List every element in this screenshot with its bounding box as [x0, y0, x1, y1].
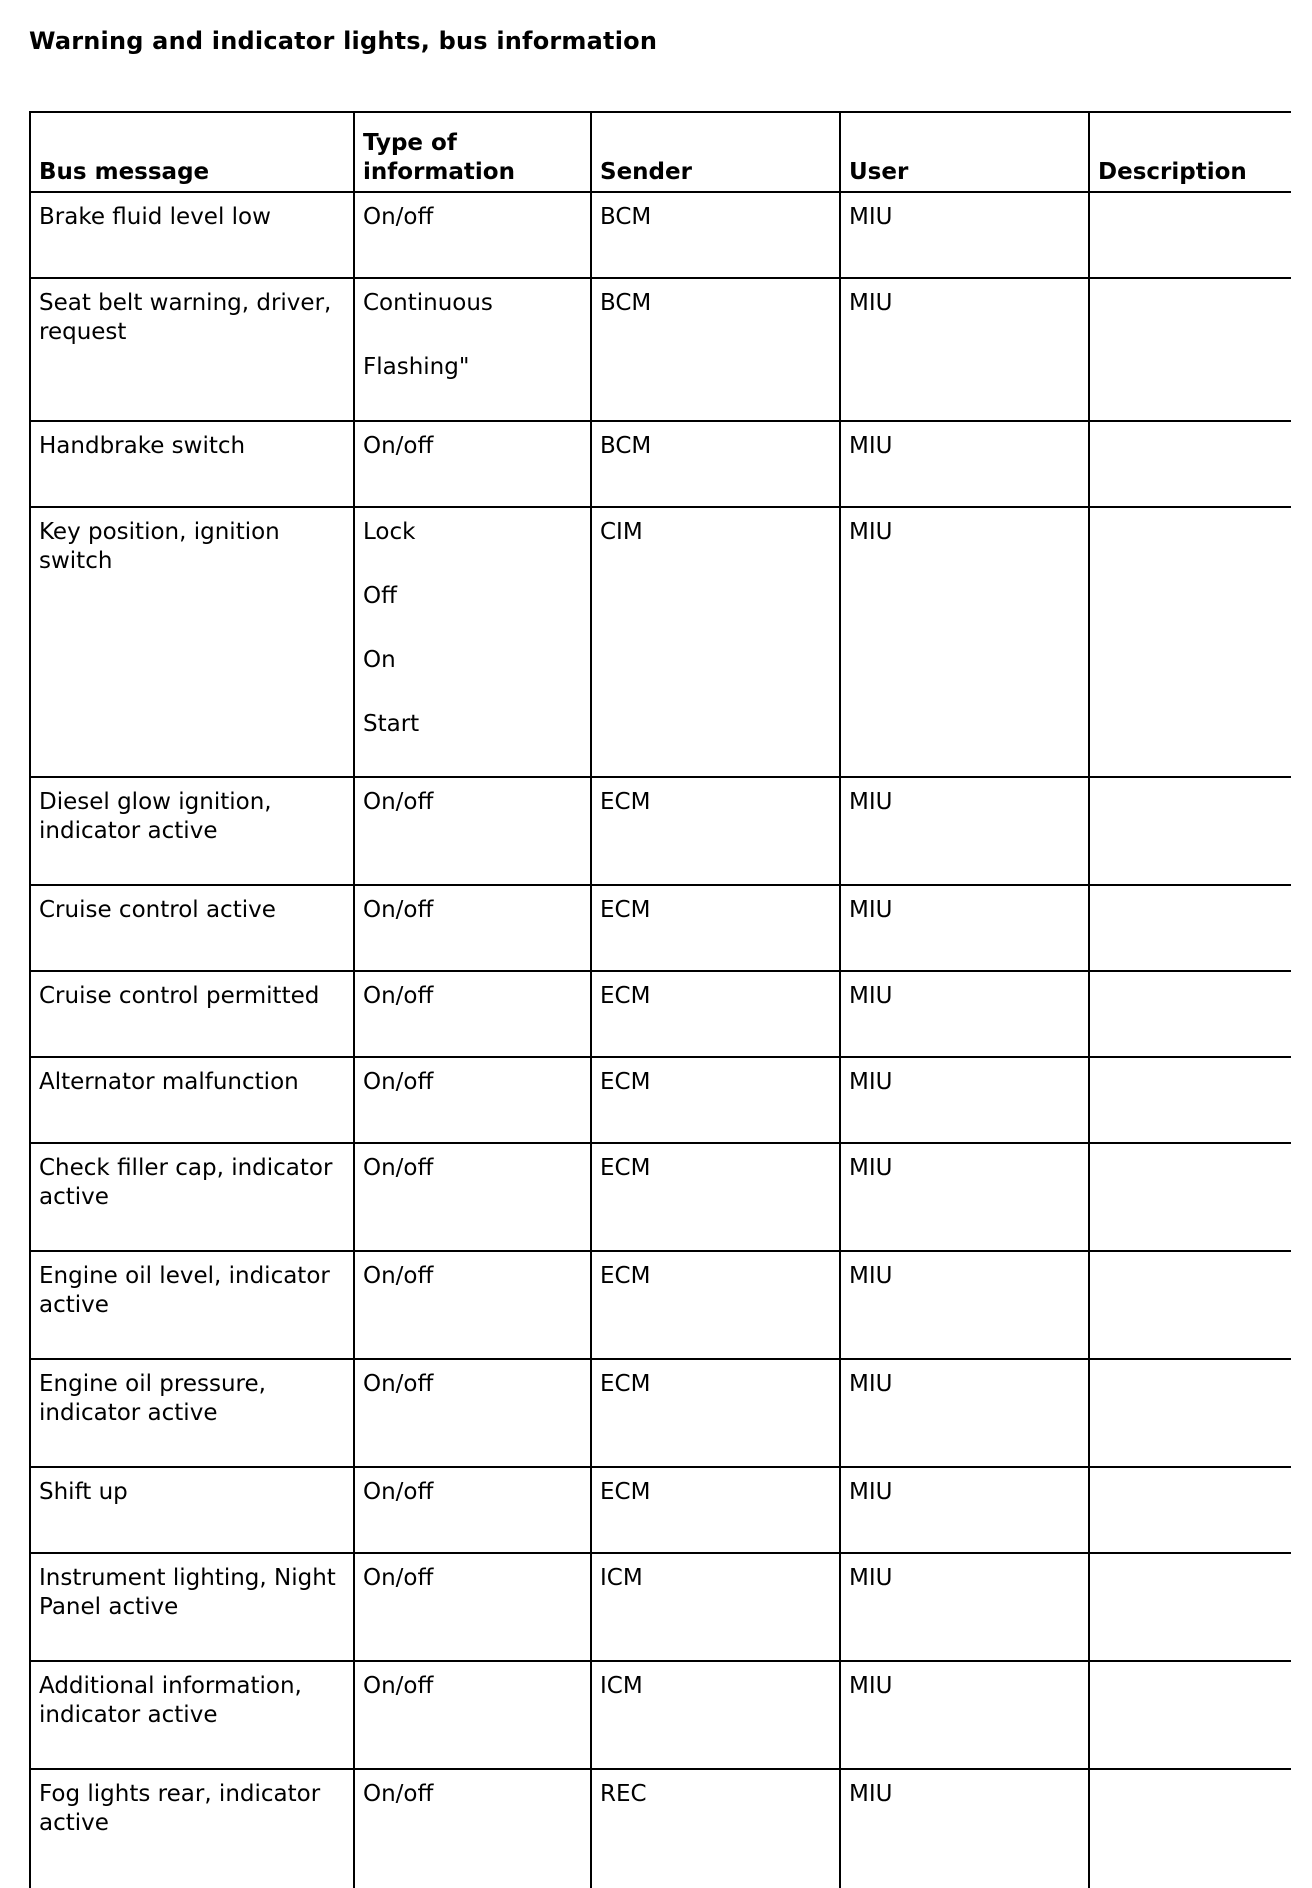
type-of-information-value: On	[363, 647, 396, 673]
table-row	[30, 1467, 1291, 1553]
sender-cell: ICM	[591, 1553, 840, 1661]
header-user: User	[840, 112, 1089, 192]
type-of-information-value: On/off	[363, 433, 434, 459]
type-of-information-cell	[354, 1143, 591, 1251]
type-of-information-value: On/off	[363, 983, 434, 1009]
type-of-information-value: On/off	[363, 1263, 434, 1289]
user-cell: MIU	[840, 507, 1089, 777]
sender-cell: ECM	[591, 1359, 840, 1467]
sender-cell: CIM	[591, 507, 840, 777]
description-cell	[1089, 507, 1291, 777]
description-cell	[1089, 1359, 1291, 1467]
bus-information-table	[29, 111, 1291, 1888]
table-row	[30, 507, 1291, 777]
type-of-information-value: Lock	[363, 519, 416, 545]
type-of-information-value: Flashing"	[363, 354, 470, 380]
table-row	[30, 777, 1291, 885]
user-cell: MIU	[840, 971, 1089, 1057]
sender-cell: BCM	[591, 421, 840, 507]
user-cell: MIU	[840, 1769, 1089, 1888]
bus-message-cell: Engine oil pressure, indicator active	[30, 1359, 354, 1467]
type-of-information-cell	[354, 421, 591, 507]
table-row	[30, 1359, 1291, 1467]
sender-cell: ICM	[591, 1661, 840, 1769]
table-row	[30, 1143, 1291, 1251]
type-of-information-value: On/off	[363, 204, 434, 230]
description-cell	[1089, 1661, 1291, 1769]
sender-cell: BCM	[591, 192, 840, 278]
bus-message-cell: Brake fluid level low	[30, 192, 354, 278]
bus-information-table-container	[29, 111, 1291, 1888]
user-cell: MIU	[840, 1057, 1089, 1143]
type-of-information-cell	[354, 1057, 591, 1143]
type-of-information-value: On/off	[363, 789, 434, 815]
header-description: Description	[1089, 112, 1291, 192]
type-of-information-cell	[354, 507, 591, 777]
bus-message-cell: Key position, ignition switch	[30, 507, 354, 777]
sender-cell: ECM	[591, 1143, 840, 1251]
type-of-information-cell	[354, 1769, 591, 1888]
user-cell: MIU	[840, 885, 1089, 971]
sender-cell: BCM	[591, 278, 840, 421]
user-cell: MIU	[840, 1467, 1089, 1553]
type-of-information-cell	[354, 278, 591, 421]
type-of-information-value: On/off	[363, 1673, 434, 1699]
description-cell	[1089, 278, 1291, 421]
header-type-of-information-label: Type of information	[363, 130, 515, 185]
type-of-information-cell	[354, 971, 591, 1057]
table-row	[30, 885, 1291, 971]
user-cell: MIU	[840, 421, 1089, 507]
sender-cell: ECM	[591, 971, 840, 1057]
user-cell: MIU	[840, 1251, 1089, 1359]
bus-message-cell: Cruise control active	[30, 885, 354, 971]
user-cell: MIU	[840, 192, 1089, 278]
header-bus-message: Bus message	[30, 112, 354, 192]
description-cell	[1089, 1553, 1291, 1661]
type-of-information-value: On/off	[363, 1069, 434, 1095]
sender-cell: REC	[591, 1769, 840, 1888]
bus-message-cell: Engine oil level, indicator active	[30, 1251, 354, 1359]
table-row	[30, 971, 1291, 1057]
type-of-information-cell	[354, 885, 591, 971]
user-cell: MIU	[840, 1359, 1089, 1467]
table-row	[30, 192, 1291, 278]
table-row	[30, 1251, 1291, 1359]
type-of-information-value: Off	[363, 583, 397, 609]
user-cell: MIU	[840, 777, 1089, 885]
bus-message-cell: Fog lights rear, indicator active	[30, 1769, 354, 1888]
sender-cell: ECM	[591, 777, 840, 885]
table-header-row	[30, 112, 1291, 192]
type-of-information-value: On/off	[363, 1479, 434, 1505]
bus-message-cell: Diesel glow ignition, indicator active	[30, 777, 354, 885]
description-cell	[1089, 1769, 1291, 1888]
type-of-information-value: On/off	[363, 1565, 434, 1591]
description-cell	[1089, 971, 1291, 1057]
bus-message-cell: Shift up	[30, 1467, 354, 1553]
type-of-information-value: On/off	[363, 1155, 434, 1181]
table-row	[30, 278, 1291, 421]
bus-message-cell: Instrument lighting, Night Panel active	[30, 1553, 354, 1661]
description-cell	[1089, 777, 1291, 885]
header-type-of-information	[354, 112, 591, 192]
table-row	[30, 421, 1291, 507]
type-of-information-cell	[354, 1359, 591, 1467]
type-of-information-value: Continuous	[363, 290, 493, 316]
sender-cell: ECM	[591, 1251, 840, 1359]
description-cell	[1089, 1251, 1291, 1359]
description-cell	[1089, 1057, 1291, 1143]
table-row	[30, 1057, 1291, 1143]
sender-cell: ECM	[591, 885, 840, 971]
bus-message-cell: Seat belt warning, driver, request	[30, 278, 354, 421]
type-of-information-value: Start	[363, 711, 420, 737]
user-cell: MIU	[840, 1143, 1089, 1251]
sender-cell: ECM	[591, 1467, 840, 1553]
type-of-information-cell	[354, 192, 591, 278]
type-of-information-cell	[354, 1553, 591, 1661]
table-body	[30, 192, 1291, 1888]
type-of-information-cell	[354, 1467, 591, 1553]
bus-message-cell: Cruise control permitted	[30, 971, 354, 1057]
type-of-information-cell	[354, 777, 591, 885]
bus-message-cell: Check filler cap, indicator active	[30, 1143, 354, 1251]
user-cell: MIU	[840, 1553, 1089, 1661]
bus-message-cell: Additional information, indicator active	[30, 1661, 354, 1769]
sender-cell: ECM	[591, 1057, 840, 1143]
description-cell	[1089, 192, 1291, 278]
table-row	[30, 1661, 1291, 1769]
type-of-information-value: On/off	[363, 897, 434, 923]
bus-message-cell: Alternator malfunction	[30, 1057, 354, 1143]
type-of-information-value: On/off	[363, 1371, 434, 1397]
page-title: Warning and indicator lights, bus information	[29, 27, 658, 55]
type-of-information-cell	[354, 1251, 591, 1359]
user-cell: MIU	[840, 278, 1089, 421]
description-cell	[1089, 1467, 1291, 1553]
user-cell: MIU	[840, 1661, 1089, 1769]
type-of-information-cell	[354, 1661, 591, 1769]
table-row	[30, 1769, 1291, 1888]
table-row	[30, 1553, 1291, 1661]
type-of-information-value: On/off	[363, 1781, 434, 1807]
description-cell	[1089, 1143, 1291, 1251]
header-sender: Sender	[591, 112, 840, 192]
description-cell	[1089, 421, 1291, 507]
description-cell	[1089, 885, 1291, 971]
bus-message-cell: Handbrake switch	[30, 421, 354, 507]
